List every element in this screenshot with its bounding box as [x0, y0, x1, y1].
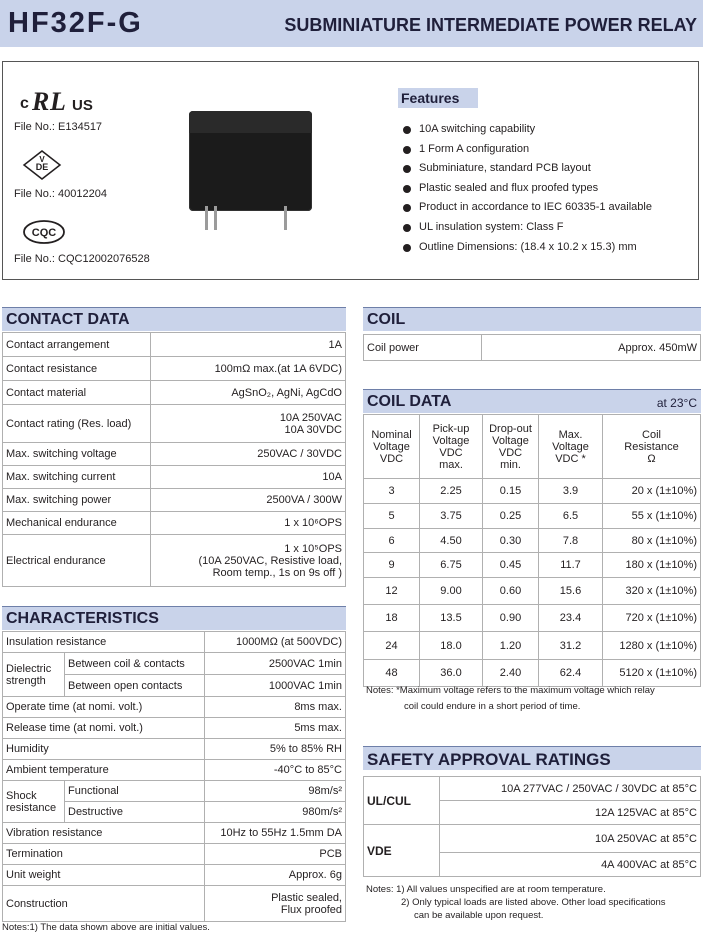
coil-data-note: coil could endure in a short period of time.	[404, 701, 581, 712]
table-row: Mechanical endurance 1 x 10⁶OPS	[3, 512, 346, 535]
svg-text:V: V	[39, 155, 45, 164]
svg-text:L: L	[50, 88, 66, 116]
coil-data-table	[363, 414, 701, 687]
left-notes: Notes:1) The data shown above are initial values.	[2, 922, 210, 933]
relay-pin	[284, 206, 287, 230]
coil-data-temperature: at 23°C	[656, 396, 697, 410]
safety-note: 2) Only typical loads are listed above. Other load specifications	[401, 897, 666, 908]
svg-text:R: R	[32, 88, 50, 116]
table-row: Ambient temperature -40°C to 85°C	[3, 760, 346, 781]
table-row: Operate time (at nomi. volt.) 8ms max.	[3, 697, 346, 718]
table-row: 24 18.0 1.20 31.2 1280 x (1±10%)	[364, 632, 701, 660]
cqc-logo	[22, 219, 66, 245]
table-row: Max. switching power 2500VA / 300W	[3, 489, 346, 512]
table-row: Humidity 5% to 85% RH	[3, 739, 346, 760]
table-row: 9 6.75 0.45 11.7 180 x (1±10%)	[364, 553, 701, 578]
table-row: Coil power Approx. 450mW	[364, 335, 701, 361]
safety-note: Notes: 1) All values unspecified are at room temperature.	[366, 884, 606, 895]
table-row: Shock resistance Functional 98m/s²	[3, 781, 346, 802]
coil-data-heading: COIL DATA at 23°C	[363, 389, 701, 413]
table-row: Construction Plastic sealed, Flux proofed	[3, 886, 346, 922]
table-row: VDE 10A 250VAC at 85°C	[364, 825, 701, 853]
contact-data-table	[2, 332, 346, 587]
safety-note: can be available upon request.	[414, 910, 544, 921]
table-row: UL/CUL 10A 277VAC / 250VAC / 30VDC at 85°C	[364, 777, 701, 801]
feature-item: Subminiature, standard PCB layout	[403, 162, 652, 182]
table-row: Contact resistance 100mΩ max.(at 1A 6VDC)	[3, 357, 346, 381]
page-title: SUBMINIATURE INTERMEDIATE POWER RELAY	[284, 15, 697, 35]
svg-text:US: US	[72, 97, 93, 114]
coil-table	[363, 334, 701, 361]
feature-item: UL insulation system: Class F	[403, 221, 652, 241]
table-row: 3 2.25 0.15 3.9 20 x (1±10%)	[364, 479, 701, 504]
vde-logo	[22, 149, 62, 183]
characteristics-heading: CHARACTERISTICS	[2, 606, 346, 630]
table-row: Destructive 980m/s²	[3, 802, 346, 823]
table-row: Contact arrangement 1A	[3, 333, 346, 357]
coil-data-note: Notes: *Maximum voltage refers to the maximum voltage which relay	[366, 685, 655, 696]
svg-text:CQC: CQC	[31, 227, 57, 239]
table-row: 18 13.5 0.90 23.4 720 x (1±10%)	[364, 605, 701, 632]
table-row: 48 36.0 2.40 62.4 5120 x (1±10%)	[364, 660, 701, 687]
table-row: 5 3.75 0.25 6.5 55 x (1±10%)	[364, 504, 701, 529]
ul-file-number: File No.: E134517	[14, 121, 103, 133]
feature-item: 10A switching capability	[403, 123, 652, 143]
characteristics-table	[2, 631, 346, 922]
feature-item: 1 Form A configuration	[403, 143, 652, 163]
relay-pin	[205, 206, 208, 230]
feature-item: Product in accordance to IEC 60335-1 available	[403, 201, 652, 221]
safety-heading: SAFETY APPROVAL RATINGS	[363, 746, 701, 770]
table-row: Vibration resistance 10Hz to 55Hz 1.5mm DA	[3, 823, 346, 844]
contact-data-heading: CONTACT DATA	[2, 307, 346, 331]
svg-text:c: c	[20, 95, 29, 112]
model-number: HF32F-G	[8, 7, 143, 39]
table-row: Contact material AgSnO₂, AgNi, AgCdO	[3, 381, 346, 405]
feature-item: Plastic sealed and flux proofed types	[403, 182, 652, 202]
cqc-file-number: File No.: CQC12002076528	[14, 253, 150, 265]
table-row: Between open contacts 1000VAC 1min	[3, 675, 346, 697]
table-row: Insulation resistance 1000MΩ (at 500VDC)	[3, 632, 346, 653]
table-row: Dielectric strength Between coil & contacts 2500VAC 1min	[3, 653, 346, 675]
relay-pin	[214, 206, 217, 230]
table-header-row: Nominal Voltage VDC Pick-up Voltage VDC max. Drop-out Voltage VDC min. Max. Voltage VDC * Coil Resistance Ω	[364, 415, 701, 479]
table-row: 6 4.50 0.30 7.8 80 x (1±10%)	[364, 529, 701, 553]
safety-table	[363, 776, 701, 877]
features-heading: Features	[398, 88, 478, 108]
features-list	[403, 123, 652, 260]
svg-text:DE: DE	[35, 162, 49, 172]
table-row: Termination PCB	[3, 844, 346, 865]
feature-item: Outline Dimensions: (18.4 x 10.2 x 15.3) mm	[403, 241, 652, 261]
table-row: 12 9.00 0.60 15.6 320 x (1±10%)	[364, 578, 701, 605]
table-row: Contact rating (Res. load) 10A 250VAC 10A 30VDC	[3, 405, 346, 443]
ul-logo	[20, 88, 100, 116]
table-row: Max. switching current 10A	[3, 466, 346, 489]
table-row: Max. switching voltage 250VAC / 30VDC	[3, 443, 346, 466]
table-row: Electrical endurance 1 x 10⁵OPS (10A 250VAC, Resistive load, Room temp., 1s on 9s off )	[3, 535, 346, 587]
table-row: Unit weight Approx. 6g	[3, 865, 346, 886]
table-row: Release time (at nomi. volt.) 5ms max.	[3, 718, 346, 739]
table-row: 4A 400VAC at 85°C	[364, 853, 701, 877]
table-row: 12A 125VAC at 85°C	[364, 801, 701, 825]
relay-photo	[189, 111, 312, 211]
coil-heading: COIL	[363, 307, 701, 331]
page-header	[0, 0, 703, 47]
vde-file-number: File No.: 40012204	[14, 188, 107, 200]
